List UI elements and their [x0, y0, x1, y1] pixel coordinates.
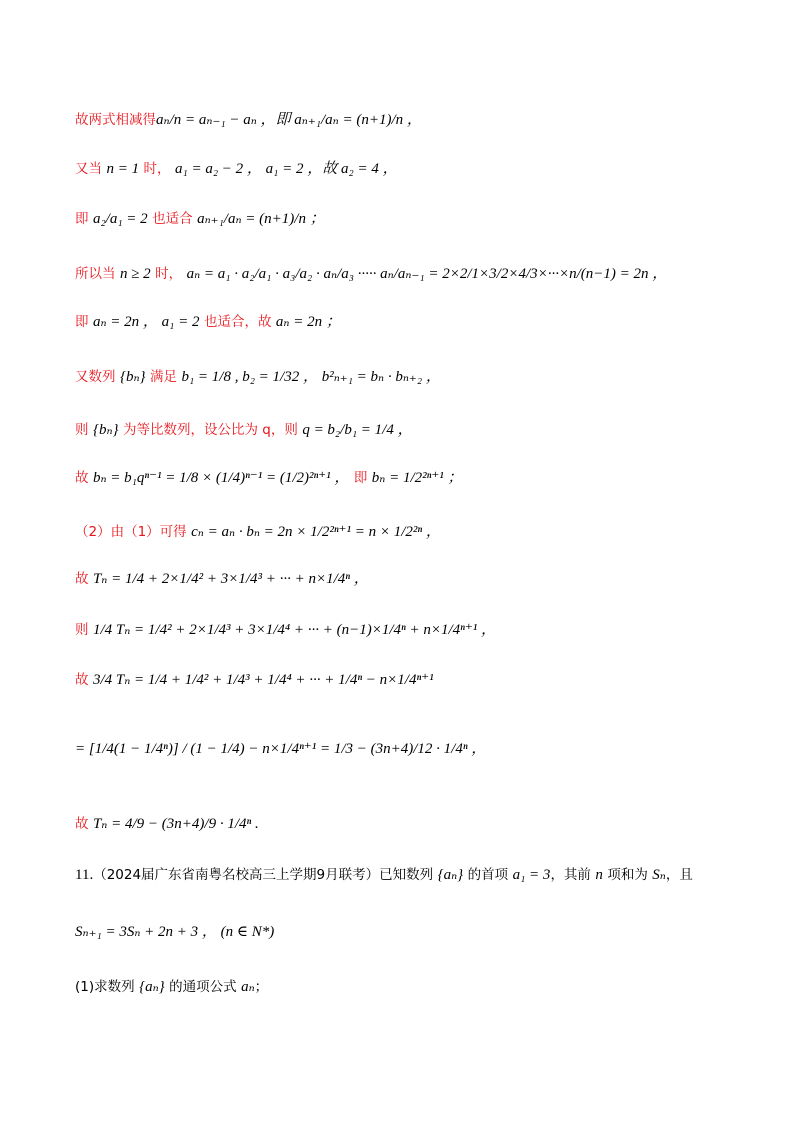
solution-formula: q = b₂/b₁ = 1/4 ， — [302, 422, 413, 438]
question-formula: a₁ = 3 — [512, 867, 551, 883]
solution-formula: 1/4 Tₙ = 1/4² + 2×1/4³ + 3×1/4⁴ + ··· + (n−1)×1/4ⁿ + n×1/4ⁿ⁺¹ ， — [92, 622, 497, 638]
solution-line-5 — [75, 310, 341, 331]
solution-text: 故 — [75, 672, 89, 688]
solution-formula: {bₙ} — [119, 369, 146, 385]
question-11-line-2 — [75, 920, 274, 941]
question-text: 的首项 — [467, 867, 509, 883]
solution-formula: a₂/a₁ = 2 — [92, 211, 148, 227]
solution-text: 所以当 — [75, 266, 116, 282]
question-part-label: (1)求数列 — [75, 979, 135, 995]
question-formula: n — [595, 867, 603, 883]
solution-text: 则 — [75, 622, 89, 638]
solution-text: 即 — [75, 211, 89, 227]
solution-text: 又当 — [75, 161, 102, 177]
solution-line-7 — [75, 418, 413, 439]
solution-text: 则 — [75, 422, 89, 438]
solution-text: 故两式相减得 — [75, 112, 156, 128]
solution-formula: bₙ = 1/2²ⁿ⁺¹ ； — [371, 470, 463, 486]
solution-text: 时， — [155, 266, 183, 282]
solution-formula: b₁ = 1/8 , b₂ = 1/32 ， b²ₙ₊₁ = bₙ · bₙ₊₂ ， — [181, 369, 441, 385]
question-number: 11. — [75, 867, 94, 883]
solution-line-2 — [75, 157, 398, 178]
solution-text: 为等比数列，设公比为 q，则 — [122, 422, 298, 438]
question-formula: {aₙ} — [139, 979, 165, 995]
solution-line-11 — [75, 618, 496, 639]
solution-line-10 — [75, 567, 369, 588]
question-text: ，且 — [665, 867, 693, 883]
solution-line-4 — [75, 262, 667, 283]
question-text: 的通项公式 — [169, 979, 237, 995]
solution-text: 时， — [143, 161, 171, 177]
solution-formula: aₙ = 2n ， a₁ = 2 — [92, 314, 200, 330]
solution-text: 故 — [75, 571, 89, 587]
question-formula: Sₙ₊₁ = 3Sₙ + 2n + 3 ， (n ∈ N*) — [75, 924, 275, 940]
solution-line-6 — [75, 365, 441, 386]
solution-line-13 — [75, 737, 486, 758]
solution-text: 又数列 — [75, 369, 116, 385]
solution-line-8 — [75, 466, 463, 487]
solution-text: 故 — [75, 816, 89, 832]
solution-line-12 — [75, 668, 434, 689]
solution-formula: n ≥ 2 — [119, 266, 151, 282]
question-11-part-1 — [75, 975, 268, 996]
solution-line-9 — [75, 520, 441, 541]
solution-text: （2）由（1）可得 — [75, 524, 187, 540]
question-text: ，其前 — [550, 867, 591, 883]
solution-text: 也适合 — [152, 211, 193, 227]
solution-formula: Tₙ = 4/9 − (3n+4)/9 · 1/4ⁿ . — [92, 816, 259, 832]
question-11-line-1 — [75, 863, 693, 884]
question-formula: Sₙ — [652, 867, 666, 883]
question-text: ； — [254, 979, 269, 995]
solution-formula: = [1/4(1 − 1/4ⁿ)] / (1 − 1/4) − n×1/4ⁿ⁺¹ = 1/3 − (3n+4)/12 · 1/4ⁿ ， — [75, 741, 487, 757]
solution-text: 即 — [353, 470, 368, 486]
solution-text: 也适合，故 — [203, 314, 272, 330]
solution-formula: Tₙ = 1/4 + 2×1/4² + 3×1/4³ + ··· + n×1/4ⁿ ， — [92, 571, 369, 587]
question-formula: {aₙ} — [437, 867, 464, 883]
solution-line-3 — [75, 207, 325, 228]
solution-text: 满足 — [149, 369, 177, 385]
solution-formula: aₙ₊₁/aₙ = (n+1)/n ； — [197, 211, 325, 227]
solution-formula: aₙ = a₁ · a₂/a₁ · a₃/a₂ · aₙ/a₃ ····· aₙ/aₙ₋₁ = 2×2/1×3/2×4/3×···×n/(n−1) = 2n ， — [186, 266, 668, 282]
solution-formula: n = 1 — [106, 161, 140, 177]
solution-formula: cₙ = aₙ · bₙ = 2n × 1/2²ⁿ⁺¹ = n × 1/2²ⁿ ， — [191, 524, 441, 540]
solution-formula: aₙ = 2n ； — [275, 314, 341, 330]
solution-line-14 — [75, 812, 259, 833]
solution-text: 故 — [75, 470, 89, 486]
solution-formula: a₁ = a₂ − 2 ， a₁ = 2 ，故 a₂ = 4 ， — [174, 161, 398, 177]
solution-formula: aₙ/n = aₙ₋₁ − aₙ ，即 aₙ₊₁/aₙ = (n+1)/n ， — [156, 112, 422, 128]
solution-formula: bₙ = b₁qⁿ⁻¹ = 1/8 × (1/4)ⁿ⁻¹ = (1/2)²ⁿ⁺¹ ， — [92, 470, 350, 486]
question-formula: aₙ — [241, 979, 255, 995]
solution-text: 即 — [75, 314, 89, 330]
solution-line-1 — [75, 108, 422, 129]
question-source: （2024届广东省南粤名校高三上学期9月联考） — [93, 867, 380, 883]
solution-formula: {bₙ} — [92, 422, 119, 438]
solution-formula: 3/4 Tₙ = 1/4 + 1/4² + 1/4³ + 1/4⁴ + ··· + 1/4ⁿ − n×1/4ⁿ⁺¹ — [92, 672, 434, 688]
question-text: 项和为 — [607, 867, 648, 883]
question-text: 已知数列 — [379, 867, 434, 883]
